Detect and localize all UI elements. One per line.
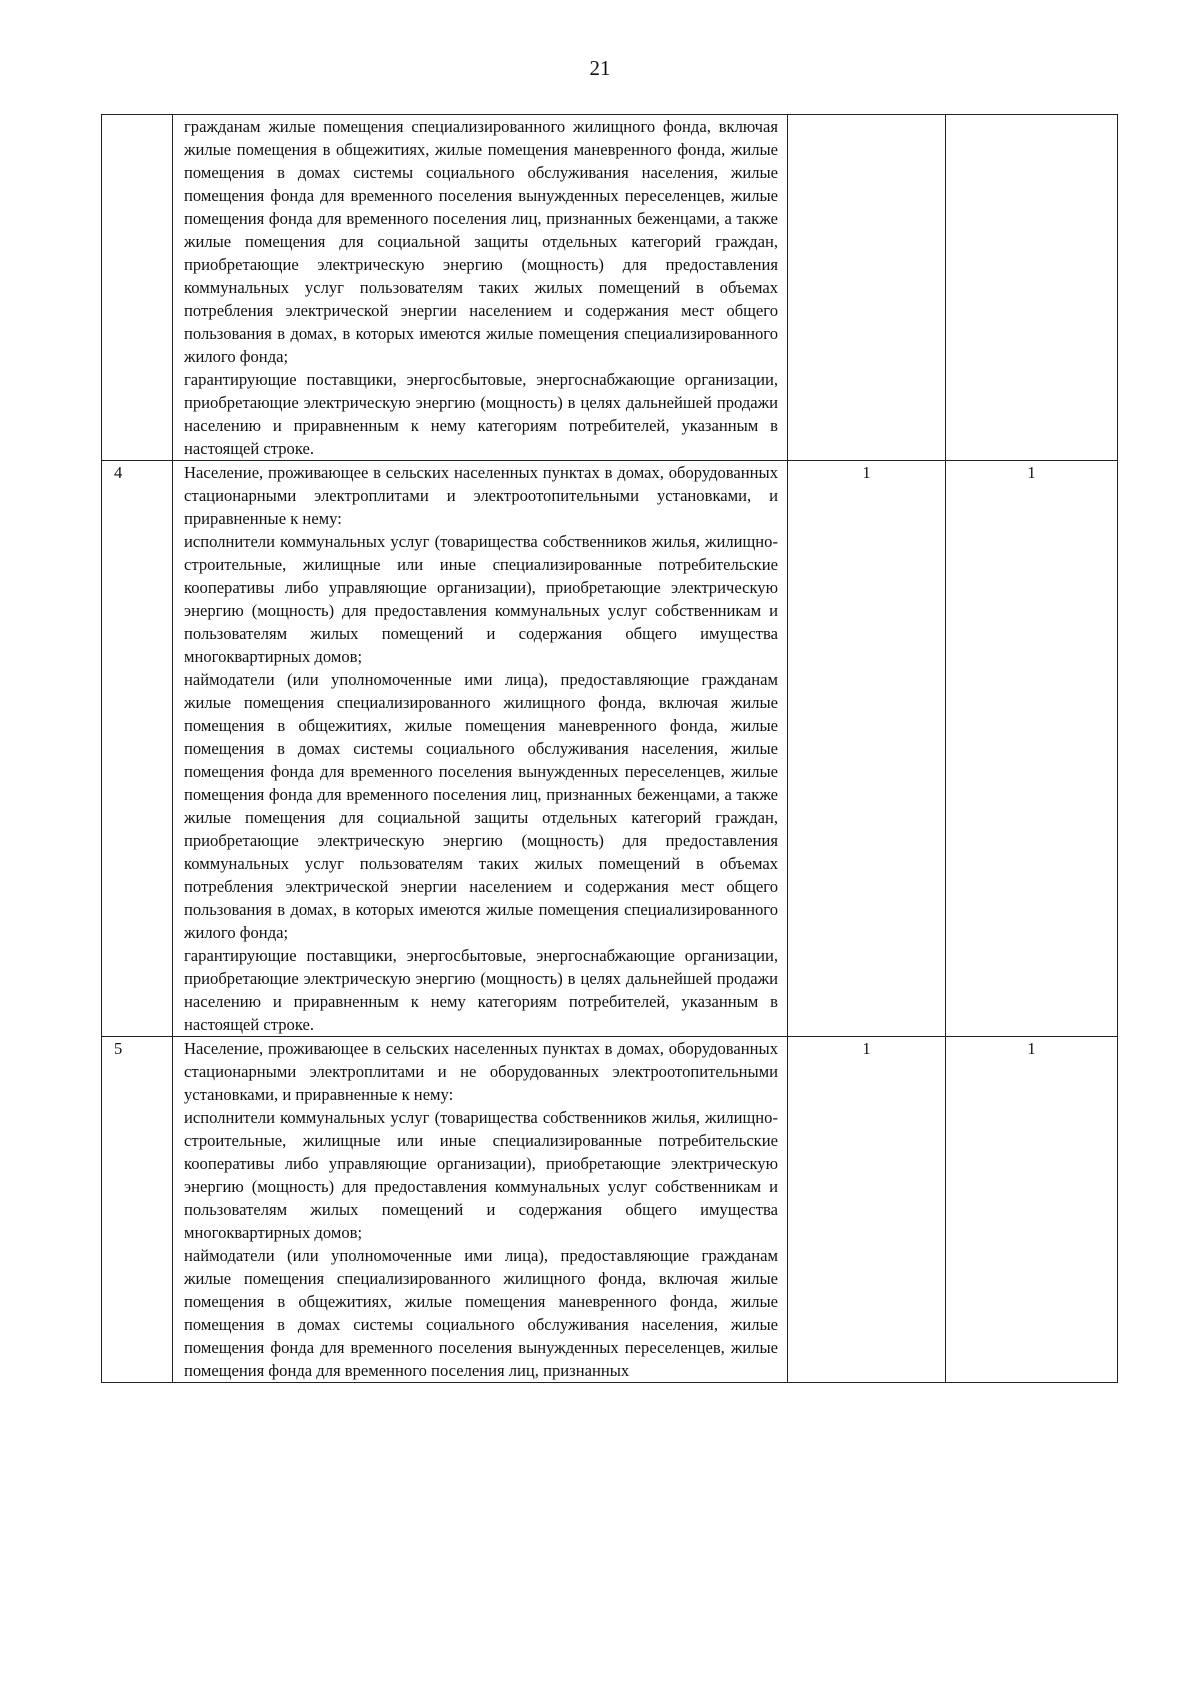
- row-number-cell: [102, 1037, 173, 1383]
- row-description-cell: [173, 115, 788, 461]
- table-row-continued: [102, 115, 1118, 461]
- value-1: 1: [862, 1039, 871, 1058]
- tariff-table: [101, 114, 1118, 1383]
- page-number: 21: [589, 56, 611, 80]
- description-paragraph: наймодатели (или уполномоченные ими лица), предоставляющие гражданам жилые помещения специализированного жилищного фонда, включая жилые помещения в общежитиях, жилые помещения маневренного фонда, жилые помещения в домах системы социального обслуживания населения, жилые помещения фонда для временного поселения вынужденных переселенцев, жилые помещения фонда для временного поселения лиц, признанных беженцами, а также жилые помещения для социальной защиты отдельных категорий граждан, приобретающие электрическую энергию (мощность) для предоставления коммунальных услуг пользователям таких жилых помещений в объемах потребления электрической энергии населением и содержания мест общего пользования в домах, в которых имеются жилые помещения специализированного жилого фонда;: [184, 670, 778, 942]
- value-2-cell: [946, 115, 1118, 461]
- value-2-cell: [946, 1037, 1118, 1383]
- row-number: 5: [114, 1039, 123, 1058]
- description-paragraph: наймодатели (или уполномоченные ими лица), предоставляющие гражданам жилые помещения специализированного жилищного фонда, включая жилые помещения в общежитиях, жилые помещения маневренного фонда, жилые помещения в домах системы социального обслуживания населения, жилые помещения фонда для временного поселения вынужденных переселенцев, жилые помещения фонда для временного поселения лиц, признанных: [184, 1246, 778, 1380]
- description-paragraph: гарантирующие поставщики, энергосбытовые, энергоснабжающие организации, приобретающие электрическую энергию (мощность) в целях дальнейшей продажи населению и приравненным к нему категориям потребителей, указанным в настоящей строке.: [184, 946, 778, 1034]
- description-paragraph: Население, проживающее в сельских населенных пунктах в домах, оборудованных стационарными электроплитами и не оборудованных электроотопительными установками, и приравненные к нему:: [184, 1039, 778, 1104]
- table-row-4: [102, 461, 1118, 1037]
- description-paragraph: гражданам жилые помещения специализированного жилищного фонда, включая жилые помещения в общежитиях, жилые помещения маневренного фонда, жилые помещения в домах системы социального обслуживания населения, жилые помещения фонда для временного поселения вынужденных переселенцев, жилые помещения фонда для временного поселения лиц, признанных беженцами, а также жилые помещения для социальной защиты отдельных категорий граждан, приобретающие электрическую энергию (мощность) для предоставления коммунальных услуг пользователям таких жилых помещений в объемах потребления электрической энергии населением и содержания мест общего пользования в домах, в которых имеются жилые помещения специализированного жилого фонда;: [184, 117, 778, 366]
- value-2: 1: [1027, 1039, 1036, 1058]
- description-paragraph: гарантирующие поставщики, энергосбытовые, энергоснабжающие организации, приобретающие электрическую энергию (мощность) в целях дальнейшей продажи населению и приравненным к нему категориям потребителей, указанным в настоящей строке.: [184, 370, 778, 458]
- value-2: 1: [1027, 463, 1036, 482]
- value-1-cell: [788, 1037, 946, 1383]
- row-number-cell: [102, 461, 173, 1037]
- value-1: 1: [862, 463, 871, 482]
- value-1-cell: [788, 115, 946, 461]
- table-row-5: [102, 1037, 1118, 1383]
- value-1-cell: [788, 461, 946, 1037]
- row-description-cell: [173, 1037, 788, 1383]
- description-paragraph: Население, проживающее в сельских населенных пунктах в домах, оборудованных стационарными электроплитами и электроотопительными установками, и приравненные к нему:: [184, 463, 778, 528]
- value-2-cell: [946, 461, 1118, 1037]
- description-paragraph: исполнители коммунальных услуг (товарищества собственников жилья, жилищно-строительные, жилищные или иные специализированные потребительские кооперативы либо управляющие организации), приобретающие электрическую энергию (мощность) для предоставления коммунальных услуг собственникам и пользователям жилых помещений и содержания общего имущества многоквартирных домов;: [184, 532, 778, 666]
- row-description-cell: [173, 461, 788, 1037]
- description-paragraph: исполнители коммунальных услуг (товарищества собственников жилья, жилищно-строительные, жилищные или иные специализированные потребительские кооперативы либо управляющие организации), приобретающие электрическую энергию (мощность) для предоставления коммунальных услуг собственникам и пользователям жилых помещений и содержания общего имущества многоквартирных домов;: [184, 1108, 778, 1242]
- row-number: 4: [114, 463, 123, 482]
- row-number-cell: [102, 115, 173, 461]
